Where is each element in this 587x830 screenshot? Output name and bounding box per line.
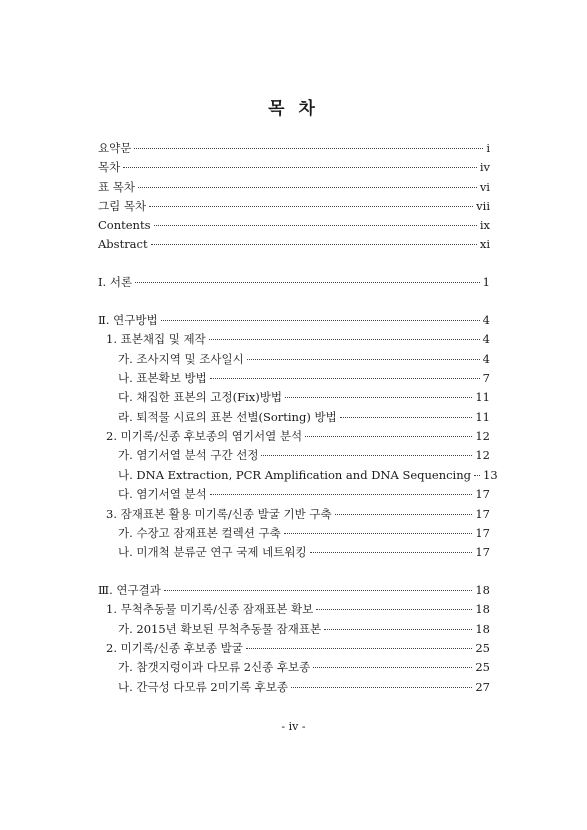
dot-leader <box>305 436 472 437</box>
toc-entry-label: 3. 잠재표본 활용 미기록/신종 발굴 기반 구축 <box>106 506 332 521</box>
dot-leader <box>247 359 480 360</box>
dot-leader <box>316 609 472 610</box>
toc-entry-page-number: iv <box>479 160 490 175</box>
toc-entry-label: Ⅰ. 서론 <box>98 275 133 290</box>
toc-entry-label: Contents <box>98 217 151 232</box>
toc-entry-page-number: 4 <box>482 332 490 347</box>
toc-entry-label: 나. 표본확보 방법 <box>118 370 207 385</box>
toc-entry-label: 나. DNA Extraction, PCR Amplification and DNA Sequencing <box>118 467 472 482</box>
toc-entry-label: 표 목차 <box>98 179 135 194</box>
dot-leader <box>149 206 473 207</box>
toc-entry-page-number: 1 <box>482 275 490 290</box>
dot-leader <box>474 475 480 476</box>
toc-entry-label: Abstract <box>98 236 148 251</box>
toc-entry-label: 요약문 <box>98 141 132 155</box>
toc-entry-page-number: 11 <box>475 390 490 405</box>
dot-leader <box>313 667 472 668</box>
toc-entry-label: 가. 수장고 잠재표본 컬렉션 구축 <box>118 526 281 541</box>
toc-entry-page-number: 17 <box>475 506 490 521</box>
toc-section <box>98 140 490 256</box>
toc-entry-page-number: 4 <box>482 351 490 366</box>
toc-entry[interactable] <box>98 274 490 293</box>
toc-entry[interactable] <box>98 428 490 447</box>
toc-entry-label: 2. 미기록/신종 후보종의 염기서열 분석 <box>106 429 303 444</box>
toc-entry-label: Ⅲ. 연구결과 <box>98 582 161 597</box>
toc-entry-page-number: xi <box>479 236 490 251</box>
toc-entry[interactable] <box>98 312 490 331</box>
toc-section <box>98 582 490 698</box>
toc-entry-page-number: 12 <box>475 448 490 463</box>
toc-entry-label: 그림 목차 <box>98 199 147 214</box>
dot-leader <box>135 282 480 283</box>
toc-entry[interactable] <box>98 544 490 563</box>
toc-entry-page-number: 17 <box>475 545 490 560</box>
toc-entry-page-number: 27 <box>475 679 490 694</box>
dot-leader <box>209 339 480 340</box>
toc-entry-label: 다. 염기서열 분석 <box>118 487 207 502</box>
dot-leader <box>246 648 472 649</box>
toc-entry-label: 목차 <box>98 160 121 175</box>
toc-entry[interactable] <box>98 389 490 408</box>
toc-entry-page-number: 18 <box>475 621 490 636</box>
toc-entry[interactable] <box>98 351 490 370</box>
toc-entry-page-number: 18 <box>475 602 490 617</box>
toc-entry[interactable] <box>98 198 490 217</box>
toc-entry-page-number: ix <box>479 217 490 232</box>
dot-leader <box>291 687 472 688</box>
dot-leader <box>285 397 472 398</box>
toc-entry-page-number: 17 <box>475 487 490 502</box>
toc-entry-label: 라. 퇴적물 시료의 표본 선별(Sorting) 방법 <box>118 409 337 424</box>
dot-leader <box>210 494 473 495</box>
toc-entry-page-number: 25 <box>475 660 490 675</box>
dot-leader <box>284 533 473 534</box>
toc-entry[interactable] <box>98 582 490 601</box>
dot-leader <box>123 167 477 168</box>
toc-entry[interactable] <box>98 447 490 466</box>
toc-entry[interactable] <box>98 370 490 389</box>
dot-leader <box>210 378 480 379</box>
toc-entry[interactable] <box>98 486 490 505</box>
toc-entry[interactable] <box>98 659 490 678</box>
toc-entry-label: 1. 무척추동물 미기록/신종 잠재표본 확보 <box>106 602 314 617</box>
dot-leader <box>161 320 480 321</box>
toc-entry-page-number: 13 <box>483 467 498 482</box>
toc-section <box>98 312 498 564</box>
toc-entry[interactable] <box>98 218 490 237</box>
toc-entry-label: 가. 염기서열 분석 구간 선정 <box>118 448 259 463</box>
toc-entry-page-number: 25 <box>475 640 490 655</box>
dot-leader <box>310 552 473 553</box>
toc-entry-label: 나. 미개척 분류군 연구 국제 네트워킹 <box>118 545 307 560</box>
toc-entry-page-number: vi <box>479 179 490 194</box>
toc-entry-page-number: 18 <box>475 582 490 597</box>
table-of-contents <box>98 140 498 716</box>
page-title: 목 차 <box>268 99 319 119</box>
toc-entry[interactable] <box>98 525 490 544</box>
dot-leader <box>134 148 483 149</box>
toc-entry[interactable] <box>98 179 490 198</box>
toc-entry-label: 가. 참갯지렁이과 다모류 2신종 후보종 <box>118 660 311 675</box>
dot-leader <box>335 514 473 515</box>
toc-entry-label: 1. 표본채집 및 제작 <box>106 332 206 347</box>
toc-entry-page-number: 4 <box>482 312 490 327</box>
toc-entry[interactable] <box>98 506 490 525</box>
dot-leader <box>340 417 473 418</box>
toc-entry-page-number: vii <box>476 199 490 214</box>
toc-entry[interactable] <box>98 679 490 698</box>
toc-entry[interactable] <box>98 640 490 659</box>
toc-entry-page-number: 12 <box>475 429 490 444</box>
toc-entry[interactable] <box>98 237 490 256</box>
toc-entry[interactable] <box>98 159 490 178</box>
toc-entry[interactable] <box>98 467 498 486</box>
toc-entry[interactable] <box>98 140 490 159</box>
toc-entry-page-number: 17 <box>475 526 490 541</box>
dot-leader <box>151 244 477 245</box>
toc-entry[interactable] <box>98 621 490 640</box>
dot-leader <box>261 455 472 456</box>
toc-entry-label: Ⅱ. 연구방법 <box>98 312 158 327</box>
dot-leader <box>138 187 477 188</box>
toc-entry[interactable] <box>98 331 490 350</box>
toc-entry-page-number: i <box>486 141 490 155</box>
toc-entry-label: 2. 미기록/신종 후보종 발굴 <box>106 640 243 655</box>
toc-entry-label: 가. 조사지역 및 조사일시 <box>118 351 244 366</box>
dot-leader <box>324 629 472 630</box>
dot-leader <box>154 225 477 226</box>
toc-entry[interactable] <box>98 601 490 620</box>
dot-leader <box>164 590 473 591</box>
toc-entry-label: 나. 간극성 다모류 2미기록 후보종 <box>118 679 289 694</box>
toc-entry-page-number: 11 <box>475 409 490 424</box>
page-number-footer: - iv - <box>281 720 306 733</box>
toc-entry-label: 다. 채집한 표본의 고정(Fix)방법 <box>118 390 282 405</box>
toc-entry[interactable] <box>98 409 490 428</box>
toc-entry-label: 가. 2015년 확보된 무척추동물 잠재표본 <box>118 621 322 636</box>
toc-section <box>98 274 490 293</box>
toc-entry-page-number: 7 <box>482 370 490 385</box>
